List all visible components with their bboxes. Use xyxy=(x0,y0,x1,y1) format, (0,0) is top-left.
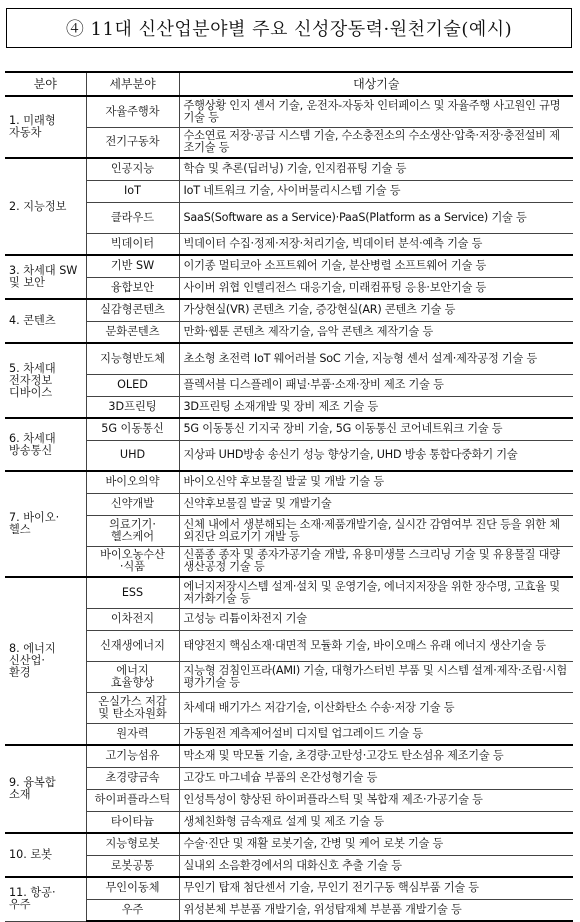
technology-cell: SaaS(Software as a Service)·PaaS(Platform as a Service) 기술 등 xyxy=(179,202,573,233)
subcategory-cell: 온실가스 저감 및 탄소자원화 xyxy=(86,692,179,723)
header-subcategory: 세부분야 xyxy=(86,72,179,96)
subcategory-cell: IoT xyxy=(86,180,179,202)
subcategory-cell: 3D프린팅 xyxy=(86,396,179,418)
subcategory-cell: 의료기기· 헬스케어 xyxy=(86,515,179,546)
subcategory-cell: 문화콘텐츠 xyxy=(86,321,179,343)
category-cell: 4. 콘텐츠 xyxy=(5,299,86,343)
table-body xyxy=(5,96,573,921)
table-row xyxy=(5,833,573,855)
table-row xyxy=(5,180,573,202)
technology-cell: 5G 이동통신 기지국 장비 기술, 5G 이동통신 코어네트워크 기술 등 xyxy=(179,418,573,440)
category-cell: 8. 에너지 신산업· 환경 xyxy=(5,577,86,745)
table-row xyxy=(5,96,573,127)
subcategory-cell: 바이오농수산 ·식품 xyxy=(86,546,179,577)
subcategory-cell: 원자력 xyxy=(86,723,179,745)
subcategory-cell: 지능형반도체 xyxy=(86,343,179,374)
table-row xyxy=(5,158,573,180)
technology-cell: 학습 및 추론(딥러닝) 기술, 인지컴퓨팅 기술 등 xyxy=(179,158,573,180)
subcategory-cell: 기반 SW xyxy=(86,255,179,277)
technology-table xyxy=(5,71,573,922)
subcategory-cell: 실감형콘텐츠 xyxy=(86,299,179,321)
subcategory-cell: 융합보안 xyxy=(86,277,179,299)
technology-cell: 플렉서블 디스플레이 패널·부품·소재·장비 제조 기술 등 xyxy=(179,374,573,396)
technology-cell: 가동원전 계측제어설비 디지털 업그레이드 기술 등 xyxy=(179,723,573,745)
subcategory-cell: 지능형로봇 xyxy=(86,833,179,855)
technology-cell: 신품종 종자 및 종자가공기술 개발, 유용미생물 스크리닝 기술 및 유용물질 대량생산공정 기술 등 xyxy=(179,546,573,577)
subcategory-cell: 에너지 효율향상 xyxy=(86,661,179,692)
technology-cell: 위성본체 부분품 개발기술, 위성탑재체 부분품 개발기술 등 xyxy=(179,899,573,921)
technology-cell: IoT 네트워크 기술, 사이버물리시스템 기술 등 xyxy=(179,180,573,202)
technology-cell: 신약후보물질 발굴 및 개발기술 xyxy=(179,493,573,515)
technology-cell: 주행상황 인지 센서 기술, 운전자-자동차 인터페이스 및 자율주행 사고원인 규명 기술 등 xyxy=(179,96,573,127)
subcategory-cell: 인공지능 xyxy=(86,158,179,180)
table-row xyxy=(5,745,573,767)
subcategory-cell: 고기능섬유 xyxy=(86,745,179,767)
table-row xyxy=(5,418,573,440)
category-cell: 7. 바이오· 헬스 xyxy=(5,471,86,577)
table-row xyxy=(5,608,573,630)
subcategory-cell: 우주 xyxy=(86,899,179,921)
technology-cell: 고성능 리튬이차전지 기술 xyxy=(179,608,573,630)
table-row xyxy=(5,767,573,789)
subcategory-cell: 빅데이터 xyxy=(86,233,179,255)
table-row xyxy=(5,577,573,608)
subcategory-cell: 신재생에너지 xyxy=(86,630,179,661)
technology-cell: 에너지저장시스템 설계·설치 및 운영기술, 에너지저장을 위한 장수명, 고효율 및 저가화기술 등 xyxy=(179,577,573,608)
table-row xyxy=(5,202,573,233)
category-cell: 3. 차세대 SW 및 보안 xyxy=(5,255,86,299)
subcategory-cell: UHD xyxy=(86,440,179,471)
table-row xyxy=(5,343,573,374)
header-technology: 대상기술 xyxy=(179,72,573,96)
table-row xyxy=(5,493,573,515)
technology-cell: 막소재 및 막모듈 기술, 초경량·고탄성·고강도 탄소섬유 제조기술 등 xyxy=(179,745,573,767)
page-title: ④ 11대 신산업분야별 주요 신성장동력·원천기술(예시) xyxy=(6,8,572,48)
category-cell: 6. 차세대 방송통신 xyxy=(5,418,86,471)
category-cell: 11. 항공· 우주 xyxy=(5,877,86,921)
table-row xyxy=(5,661,573,692)
table-row xyxy=(5,299,573,321)
technology-cell: 태양전지 핵심소재·대면적 모듈화 기술, 바이오매스 유래 에너지 생산기술 등 xyxy=(179,630,573,661)
table-header-row xyxy=(5,72,573,96)
subcategory-cell: 신약개발 xyxy=(86,493,179,515)
table-row xyxy=(5,277,573,299)
table-row xyxy=(5,855,573,877)
table-row xyxy=(5,723,573,745)
table-row xyxy=(5,374,573,396)
subcategory-cell: 무인이동체 xyxy=(86,877,179,899)
category-cell: 1. 미래형 자동차 xyxy=(5,96,86,158)
subcategory-cell: ESS xyxy=(86,577,179,608)
table-row xyxy=(5,811,573,833)
technology-cell: 실내외 소음환경에서의 대화신호 추출 기술 등 xyxy=(179,855,573,877)
technology-cell: 인성특성이 향상된 하이퍼플라스틱 및 복합재 제조·가공기술 등 xyxy=(179,789,573,811)
technology-cell: 초소형 초전력 IoT 웨어러블 SoC 기술, 지능형 센서 설계·제작공정 기술 등 xyxy=(179,343,573,374)
table-row xyxy=(5,127,573,158)
table-row xyxy=(5,233,573,255)
category-cell: 9. 융복합 소재 xyxy=(5,745,86,833)
table-row xyxy=(5,321,573,343)
subcategory-cell: 자율주행차 xyxy=(86,96,179,127)
technology-cell: 만화·웹툰 콘텐츠 제작기술, 음악 콘텐츠 제작기술 등 xyxy=(179,321,573,343)
table-row xyxy=(5,396,573,418)
table-row xyxy=(5,899,573,921)
technology-cell: 가상현실(VR) 콘텐츠 기술, 증강현실(AR) 콘텐츠 기술 등 xyxy=(179,299,573,321)
technology-cell: 3D프린팅 소재개발 및 장비 제조 기술 등 xyxy=(179,396,573,418)
subcategory-cell: 5G 이동통신 xyxy=(86,418,179,440)
technology-cell: 신체 내에서 생분해되는 소재·제품개발기술, 실시간 감염여부 진단 등을 위한 체외진단 의료기기 개발 등 xyxy=(179,515,573,546)
subcategory-cell: 로봇공통 xyxy=(86,855,179,877)
category-cell: 2. 지능정보 xyxy=(5,158,86,255)
table-row xyxy=(5,440,573,471)
subcategory-cell: 초경량금속 xyxy=(86,767,179,789)
table-row xyxy=(5,255,573,277)
subcategory-cell: 바이오의약 xyxy=(86,471,179,493)
technology-cell: 바이오신약 후보물질 발굴 및 개발 기술 등 xyxy=(179,471,573,493)
subcategory-cell: 하이퍼플라스틱 xyxy=(86,789,179,811)
category-cell: 10. 로봇 xyxy=(5,833,86,877)
table-row xyxy=(5,692,573,723)
table-row xyxy=(5,630,573,661)
table-row xyxy=(5,546,573,577)
technology-cell: 수소연료 저장·공급 시스템 기술, 수소충전소의 수소생산·압축·저장·충전설비 제조기술 등 xyxy=(179,127,573,158)
technology-cell: 차세대 배기가스 저감기술, 이산화탄소 수송·저장 기술 등 xyxy=(179,692,573,723)
table-row xyxy=(5,515,573,546)
subcategory-cell: 이차전지 xyxy=(86,608,179,630)
technology-cell: 수술·진단 및 재활 로봇기술, 간병 및 케어 로봇 기술 등 xyxy=(179,833,573,855)
subcategory-cell: 클라우드 xyxy=(86,202,179,233)
subcategory-cell: 타이타늄 xyxy=(86,811,179,833)
technology-cell: 생체친화형 금속재료 설계 및 제조 기술 등 xyxy=(179,811,573,833)
technology-cell: 지상파 UHD방송 송신기 성능 향상기술, UHD 방송 통합다중화기 기술 xyxy=(179,440,573,471)
technology-cell: 사이버 위협 인텔리전스 대응기술, 미래컴퓨팅 응용·보안기술 등 xyxy=(179,277,573,299)
technology-cell: 지능형 검침인프라(AMI) 기술, 대형가스터빈 부품 및 시스템 설계·제작·조립·시험평가기술 등 xyxy=(179,661,573,692)
subcategory-cell: 전기구동차 xyxy=(86,127,179,158)
technology-cell: 빅데이터 수집·정제·저장·처리기술, 빅데이터 분석·예측 기술 등 xyxy=(179,233,573,255)
technology-cell: 무인기 탑재 첨단센서 기술, 무인기 전기구동 핵심부품 기술 등 xyxy=(179,877,573,899)
header-category: 분야 xyxy=(5,72,86,96)
subcategory-cell: OLED xyxy=(86,374,179,396)
table-row xyxy=(5,789,573,811)
table-row xyxy=(5,471,573,493)
technology-cell: 고강도 마그네슘 부품의 온간성형기술 등 xyxy=(179,767,573,789)
technology-cell: 이기종 멀티코아 소프트웨어 기술, 분산병렬 소프트웨어 기술 등 xyxy=(179,255,573,277)
category-cell: 5. 차세대 전자정보 디바이스 xyxy=(5,343,86,418)
